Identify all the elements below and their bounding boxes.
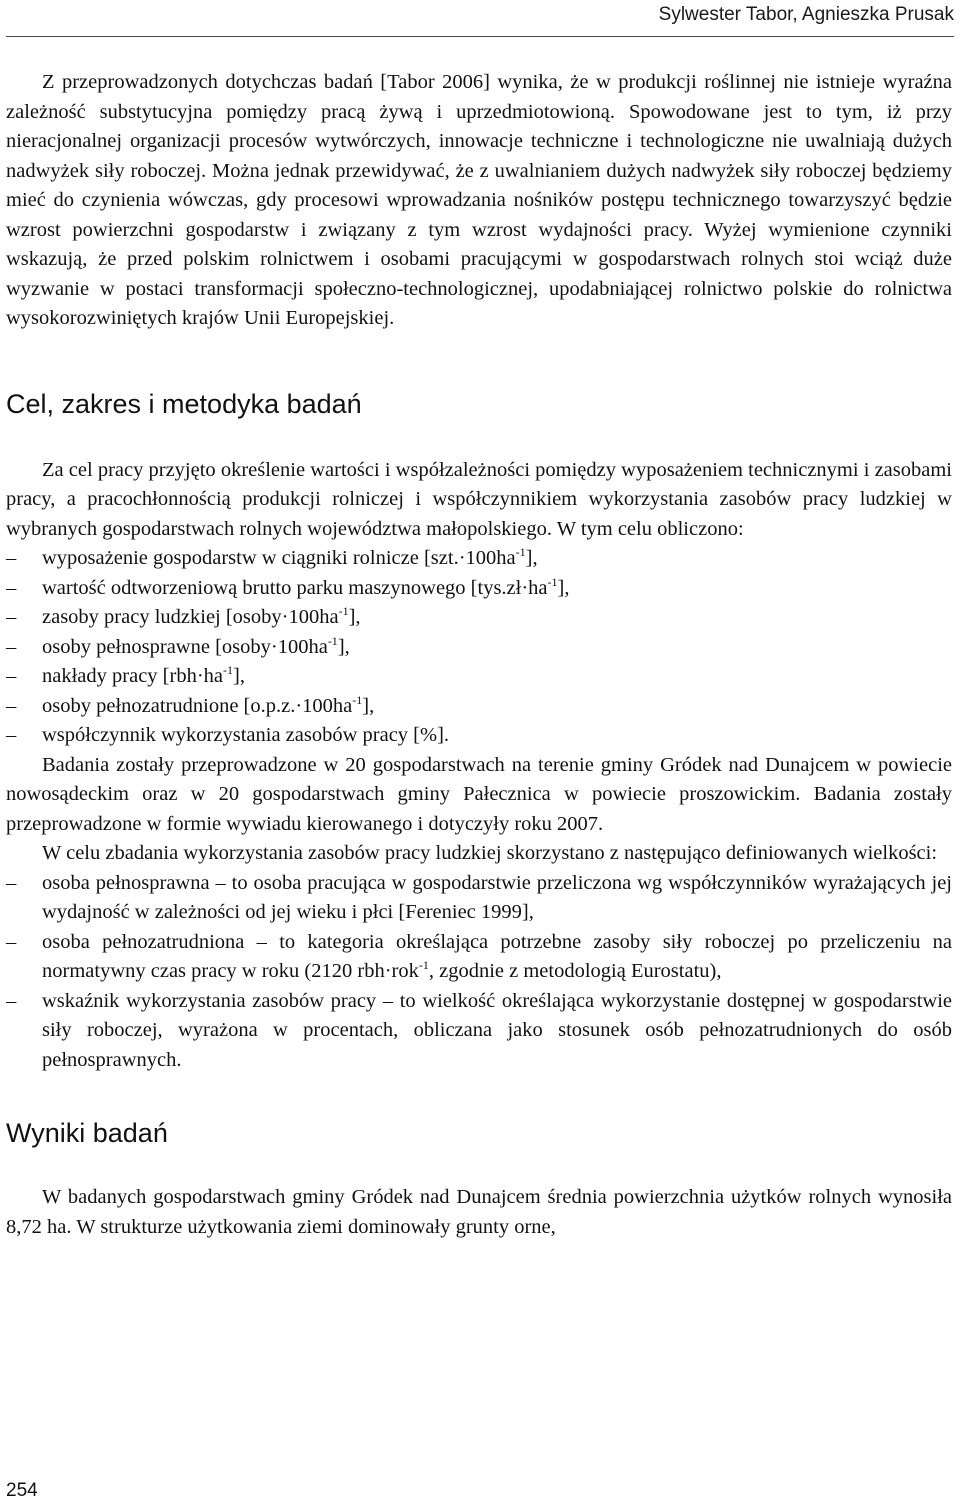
section-heading-methods: Cel, zakres i metodyka badań <box>6 388 362 419</box>
dash-bullet: – <box>6 989 17 1012</box>
list-item: – osoba pełnozatrudniona – to kategoria określająca potrzebne zasoby siły roboczej po przeliczeniu na normatywny czas pracy w roku (2120 rbh·rok$^{-1}$, zgodnie z metodologią Eurostatu), <box>6 928 952 987</box>
methods-paragraph-2: Badania zostały przeprowadzone w 20 gospodarstwach na terenie gminy Gródek nad Dunajcem w powiecie nowosądeckim oraz w 20 gospodarstwach gminy Pałecznica w powiecie proszowickim. Badania zostały przeprowadzone w formie wywiadu kierowanego i dotyczyły roku 2007. <box>6 753 952 835</box>
list-item: – osoby pełnozatrudnione $[o.p.z.\cdot 100ha^{-1}]$, <box>6 692 952 722</box>
definitions-list <box>6 869 952 1076</box>
dash-bullet: – <box>6 547 17 569</box>
methods-paragraph-1: Za cel pracy przyjęto określenie wartości i współzależności pomiędzy wyposażeniem technicznymi i zasobami pracy, a pracochłonnością produkcji rolniczej i współczynnikiem wykorzystania zasobów pracy ludzkiej w wybranych gospodarstwach rolnych województwa małopolskiego. W tym celu obliczono: <box>6 458 952 540</box>
list-item: – wyposażenie gospodarstw w ciągniki rolnicze $[szt.\cdot 100ha^{-1}]$, <box>6 544 952 574</box>
dash-bullet: – <box>6 871 17 894</box>
list-item: – wartość odtworzeniową brutto parku maszynowego $[tys.zł\cdot ha^{-1}]$, <box>6 574 952 604</box>
list-item: – osoby pełnosprawne $[osoby\cdot 100ha^{-1}]$, <box>6 633 952 663</box>
dash-bullet: – <box>6 930 17 953</box>
list-item: – wskaźnik wykorzystania zasobów pracy – to wielkość określająca wykorzystanie dostępnej w gospodarstwie siły roboczej, wyrażona w procentach, obliczana jako stosunek osób pełnozatrudnionych do osób pełnosprawnych. <box>6 987 952 1076</box>
running-header: Sylwester Tabor, Agnieszka Prusak <box>658 4 954 25</box>
section-heading-results: Wyniki badań <box>6 1118 168 1148</box>
article-body <box>6 68 952 1242</box>
list-item: – współczynnik wykorzystania zasobów pracy [%]. <box>6 721 952 751</box>
dash-bullet: – <box>6 576 17 599</box>
results-paragraph-1: W badanych gospodarstwach gminy Gródek nad Dunajcem średnia powierzchnia użytków rolnych wynosiła 8,72 ha. W strukturze użytkowania ziemi dominowały grunty orne, <box>6 1186 952 1238</box>
methods-paragraph-3: W celu zbadania wykorzystania zasobów pracy ludzkiej skorzystano z następująco definiowanych wielkości: <box>42 842 938 864</box>
dash-bullet: – <box>6 665 17 687</box>
intro-paragraph: Z przeprowadzonych dotychczas badań [Tabor 2006] wynika, że w produkcji roślinnej nie istnieje wyraźna zależność substytucyjna pomiędzy pracą żywą i uprzedmiotowioną. Spowodowane jest to tym, iż przy nieracjonalnej organizacji procesów wytwórczych, innowacje techniczne i technologiczne nie uwalniają dużych nadwyżek siły roboczej. Można jednak przewidywać, że z uwalnianiem dużych nadwyżek siły roboczej będziemy mieć do czynienia wówczas, gdy procesowi wprowadzania nośników postępu technicznego towarzyszyć będzie wzrost powierzchni gospodarstw i związany z tym wzrost wydajności pracy. Wyżej wymienione czynniki wskazują, że przed polskim rolnictwem i osobami pracującymi w gospodarstwach rolnych stoi wciąż duże wyzwanie w postaci transformacji społeczno-technologicznej, upodabniającej rolnictwo polskie do rolnictwa wysokorozwiniętych krajów Unii Europejskiej. <box>6 71 952 329</box>
dash-bullet: – <box>6 635 17 658</box>
list-item: – osoba pełnosprawna – to osoba pracująca w gospodarstwie przeliczona wg współczynników wyrażających jej wydajność w zależności od jej wieku i płci [Fereniec 1999], <box>6 869 952 928</box>
list-item: – nakłady pracy $[rbh\cdot ha^{-1}]$, <box>6 662 952 692</box>
dash-bullet: – <box>6 606 17 628</box>
list-item: – zasoby pracy ludzkiej $[osoby\cdot 100ha^{-1}]$, <box>6 603 952 633</box>
page-number: 254 <box>6 1480 38 1501</box>
header-divider <box>6 36 954 37</box>
calculated-indicators-list <box>6 544 952 751</box>
dash-bullet: – <box>6 724 17 746</box>
dash-bullet: – <box>6 694 17 717</box>
